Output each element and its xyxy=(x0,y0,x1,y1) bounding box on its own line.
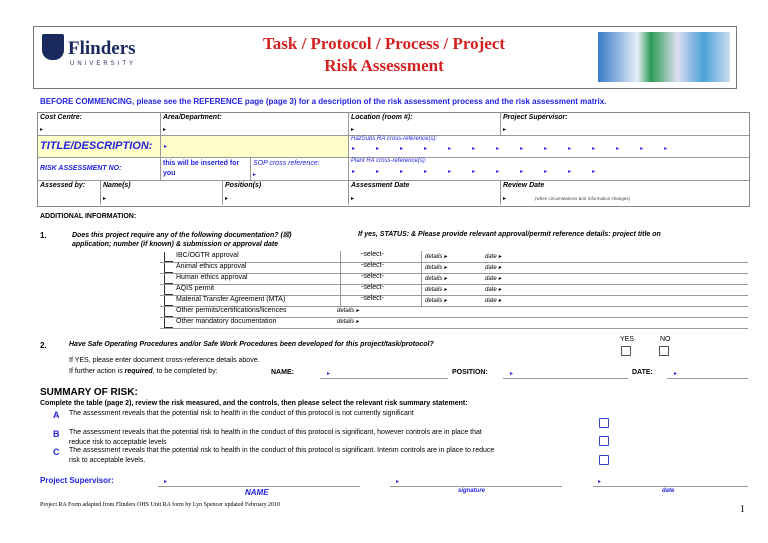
positions-label: Position(s) xyxy=(225,182,262,189)
assessed-label: Assessed by: xyxy=(40,182,86,189)
status-select[interactable]: -select- xyxy=(361,284,384,291)
page-number: 1 xyxy=(740,504,745,515)
assessment-date-field[interactable]: ▸ xyxy=(351,196,355,202)
date-label: DATE: xyxy=(632,369,653,376)
area-field[interactable]: ▸ xyxy=(163,127,167,133)
name-arrow: ▸ xyxy=(327,371,331,377)
yes-label: YES xyxy=(620,336,635,343)
doc-label: IBC/OGTR approval xyxy=(176,252,239,259)
title-arrow[interactable]: ▸ xyxy=(164,144,168,150)
plant-label: Plant RA cross-reference(s): xyxy=(351,158,427,164)
signature-field[interactable] xyxy=(390,486,562,487)
doc-label: Other permits/certifications/licences xyxy=(176,307,287,314)
plant-fields[interactable]: ▸ ▸ ▸ ▸ ▸ ▸ ▸ ▸ ▸ ▸ ▸ xyxy=(352,169,596,175)
position-field[interactable] xyxy=(503,378,628,379)
sop-field[interactable]: ▸ xyxy=(253,172,257,178)
form-title: Task / Protocol / Process / Project xyxy=(262,34,506,53)
review-note: (when circumstances &/or information changes) xyxy=(535,196,631,201)
logo-name: Flinders xyxy=(68,38,136,59)
details-field[interactable]: details ▸ xyxy=(425,298,448,304)
ra-no-value: this will be inserted for you xyxy=(163,160,240,177)
no-checkbox[interactable] xyxy=(659,346,669,356)
no-label: NO xyxy=(660,336,671,343)
date-field[interactable]: date ▸ xyxy=(485,276,502,282)
yes-checkbox[interactable] xyxy=(621,346,631,356)
details-field[interactable]: details ▸ xyxy=(425,287,448,293)
ra-no-label: RISK ASSESSMENT NO: xyxy=(40,165,122,172)
notice: BEFORE COMMENCING, please see the REFERENCE page (page 3) for a description of the risk assessment process and the risk assessment matrix. xyxy=(40,97,607,106)
doc-checkbox[interactable] xyxy=(164,263,173,273)
q2-number: 2. xyxy=(40,341,47,350)
status-select[interactable]: -select- xyxy=(361,295,384,302)
option-checkbox[interactable] xyxy=(599,418,609,428)
sig-arrow: ▸ xyxy=(396,479,400,485)
area-label: Area/Department: xyxy=(163,114,222,121)
supervisor-field[interactable]: ▸ xyxy=(503,127,507,133)
summary-instruction: Complete the table (page 2), review the risk measured, and the controls, then please select the relevant risk summary statement: xyxy=(40,400,468,407)
supervisor-label: Project Supervisor: xyxy=(503,114,568,121)
status-select[interactable]: -select- xyxy=(361,262,384,269)
sup-name-arrow: ▸ xyxy=(164,479,168,485)
doc-checkbox[interactable] xyxy=(164,296,173,306)
details-field[interactable]: details ▸ xyxy=(337,319,360,325)
name-label: NAME: xyxy=(271,369,294,376)
title-input[interactable] xyxy=(160,135,348,157)
supervisor-name-field[interactable] xyxy=(158,486,360,487)
date-field[interactable]: date ▸ xyxy=(485,298,502,304)
assessment-date-label: Assessment Date xyxy=(351,182,410,189)
position-arrow: ▸ xyxy=(510,371,514,377)
positions-field[interactable]: ▸ xyxy=(225,196,229,202)
status-select[interactable]: -select- xyxy=(361,251,384,258)
location-label: Location (room #): xyxy=(351,114,413,121)
doc-label: Animal ethics approval xyxy=(176,263,247,270)
project-supervisor-label: Project Supervisor: xyxy=(40,476,114,485)
logo-sub: UNIVERSITY xyxy=(70,61,137,67)
doc-label: Material Transfer Agreement (MTA) xyxy=(176,296,286,303)
option-text: The assessment reveals that the potential risk to health in the conduct of this protocol is significant, however controls are in place that xyxy=(69,429,482,436)
q2-text: Have Safe Operating Procedures and/or Safe Work Procedures been developed for this project/task/protocol? xyxy=(69,341,434,348)
option-text: The assessment reveals that the potential risk to health in the conduct of this protocol is not currently significant xyxy=(69,410,414,417)
option-letter: C xyxy=(53,447,60,457)
position-label: POSITION: xyxy=(452,369,488,376)
review-date-field[interactable]: ▸ xyxy=(503,196,507,202)
location-field[interactable]: ▸ xyxy=(351,127,355,133)
footer-text: Project RA Form adapted from Flinders OHS Unit RA form by Lyn Spencer updated February 2010 xyxy=(40,502,281,508)
name-caption: NAME xyxy=(245,488,269,497)
summary-heading: SUMMARY OF RISK: xyxy=(40,387,138,398)
option-text-2: reduce risk to acceptable levels xyxy=(69,439,167,446)
name-field[interactable] xyxy=(320,378,448,379)
date-field[interactable]: date ▸ xyxy=(485,254,502,260)
option-checkbox[interactable] xyxy=(599,455,609,465)
signature-caption: signature xyxy=(458,488,486,494)
date-field[interactable]: date ▸ xyxy=(485,287,502,293)
details-field[interactable]: details ▸ xyxy=(425,276,448,282)
q1-number: 1. xyxy=(40,231,47,240)
doc-checkbox[interactable] xyxy=(164,274,173,284)
review-date-label: Review Date xyxy=(503,182,545,189)
option-checkbox[interactable] xyxy=(599,436,609,446)
details-field[interactable]: details ▸ xyxy=(425,265,448,271)
date-arrow: ▸ xyxy=(674,371,678,377)
q1-text-2: application; number (if known) & submission or approval date xyxy=(72,241,279,248)
details-field[interactable]: details ▸ xyxy=(425,254,448,260)
names-field[interactable]: ▸ xyxy=(103,196,107,202)
additional-heading: ADDITIONAL INFORMATION: xyxy=(40,213,137,220)
details-field[interactable]: details ▸ xyxy=(337,308,360,314)
hazsubs-fields[interactable]: ▸ ▸ ▸ ▸ ▸ ▸ ▸ ▸ ▸ ▸ ▸ ▸ ▸ ▸ xyxy=(352,146,668,152)
q1-text: Does this project require any of the following documentation? (☒) xyxy=(72,232,292,239)
form-subtitle: Risk Assessment xyxy=(324,56,444,75)
date-field[interactable]: date ▸ xyxy=(485,265,502,271)
further-action-text: If further action is required, to be completed by: xyxy=(69,368,218,375)
doc-label: AQIS permit xyxy=(176,285,215,292)
date-field[interactable] xyxy=(667,378,748,379)
hazsubs-label: HazSubs RA cross-reference(s): xyxy=(351,136,438,142)
doc-label: Other mandatory documentation xyxy=(176,318,277,325)
option-text: The assessment reveals that the potential risk to health in the conduct of this protocol is significant. Interim controls are in place to reduce xyxy=(69,447,495,454)
q1-status-text: If yes, STATUS: & Please provide relevant approval/permit reference details: project title on xyxy=(358,231,661,238)
if-yes-text: If YES, please enter document cross-reference details above. xyxy=(69,357,260,364)
option-text-2: risk to acceptable levels. xyxy=(69,457,146,464)
doc-checkbox[interactable] xyxy=(164,252,173,262)
doc-checkbox[interactable] xyxy=(164,307,173,317)
title-label: TITLE/DESCRIPTION: xyxy=(40,140,153,152)
sop-label: SOP cross reference: xyxy=(253,160,320,167)
doc-checkbox[interactable] xyxy=(164,318,173,328)
sign-date-field[interactable] xyxy=(593,486,748,487)
status-select[interactable]: -select- xyxy=(361,273,384,280)
cost-centre-label: Cost Centre: xyxy=(40,114,83,121)
option-letter: A xyxy=(53,410,60,420)
names-label: Name(s) xyxy=(103,182,131,189)
doc-label: Human ethics approval xyxy=(176,274,248,281)
option-letter: B xyxy=(53,429,60,439)
safety-icons-image xyxy=(598,32,730,82)
cost-centre-field[interactable]: ▸ xyxy=(40,127,44,133)
doc-checkbox[interactable] xyxy=(164,285,173,295)
sig-date-arrow: ▸ xyxy=(598,479,602,485)
date-caption: date xyxy=(662,488,675,494)
